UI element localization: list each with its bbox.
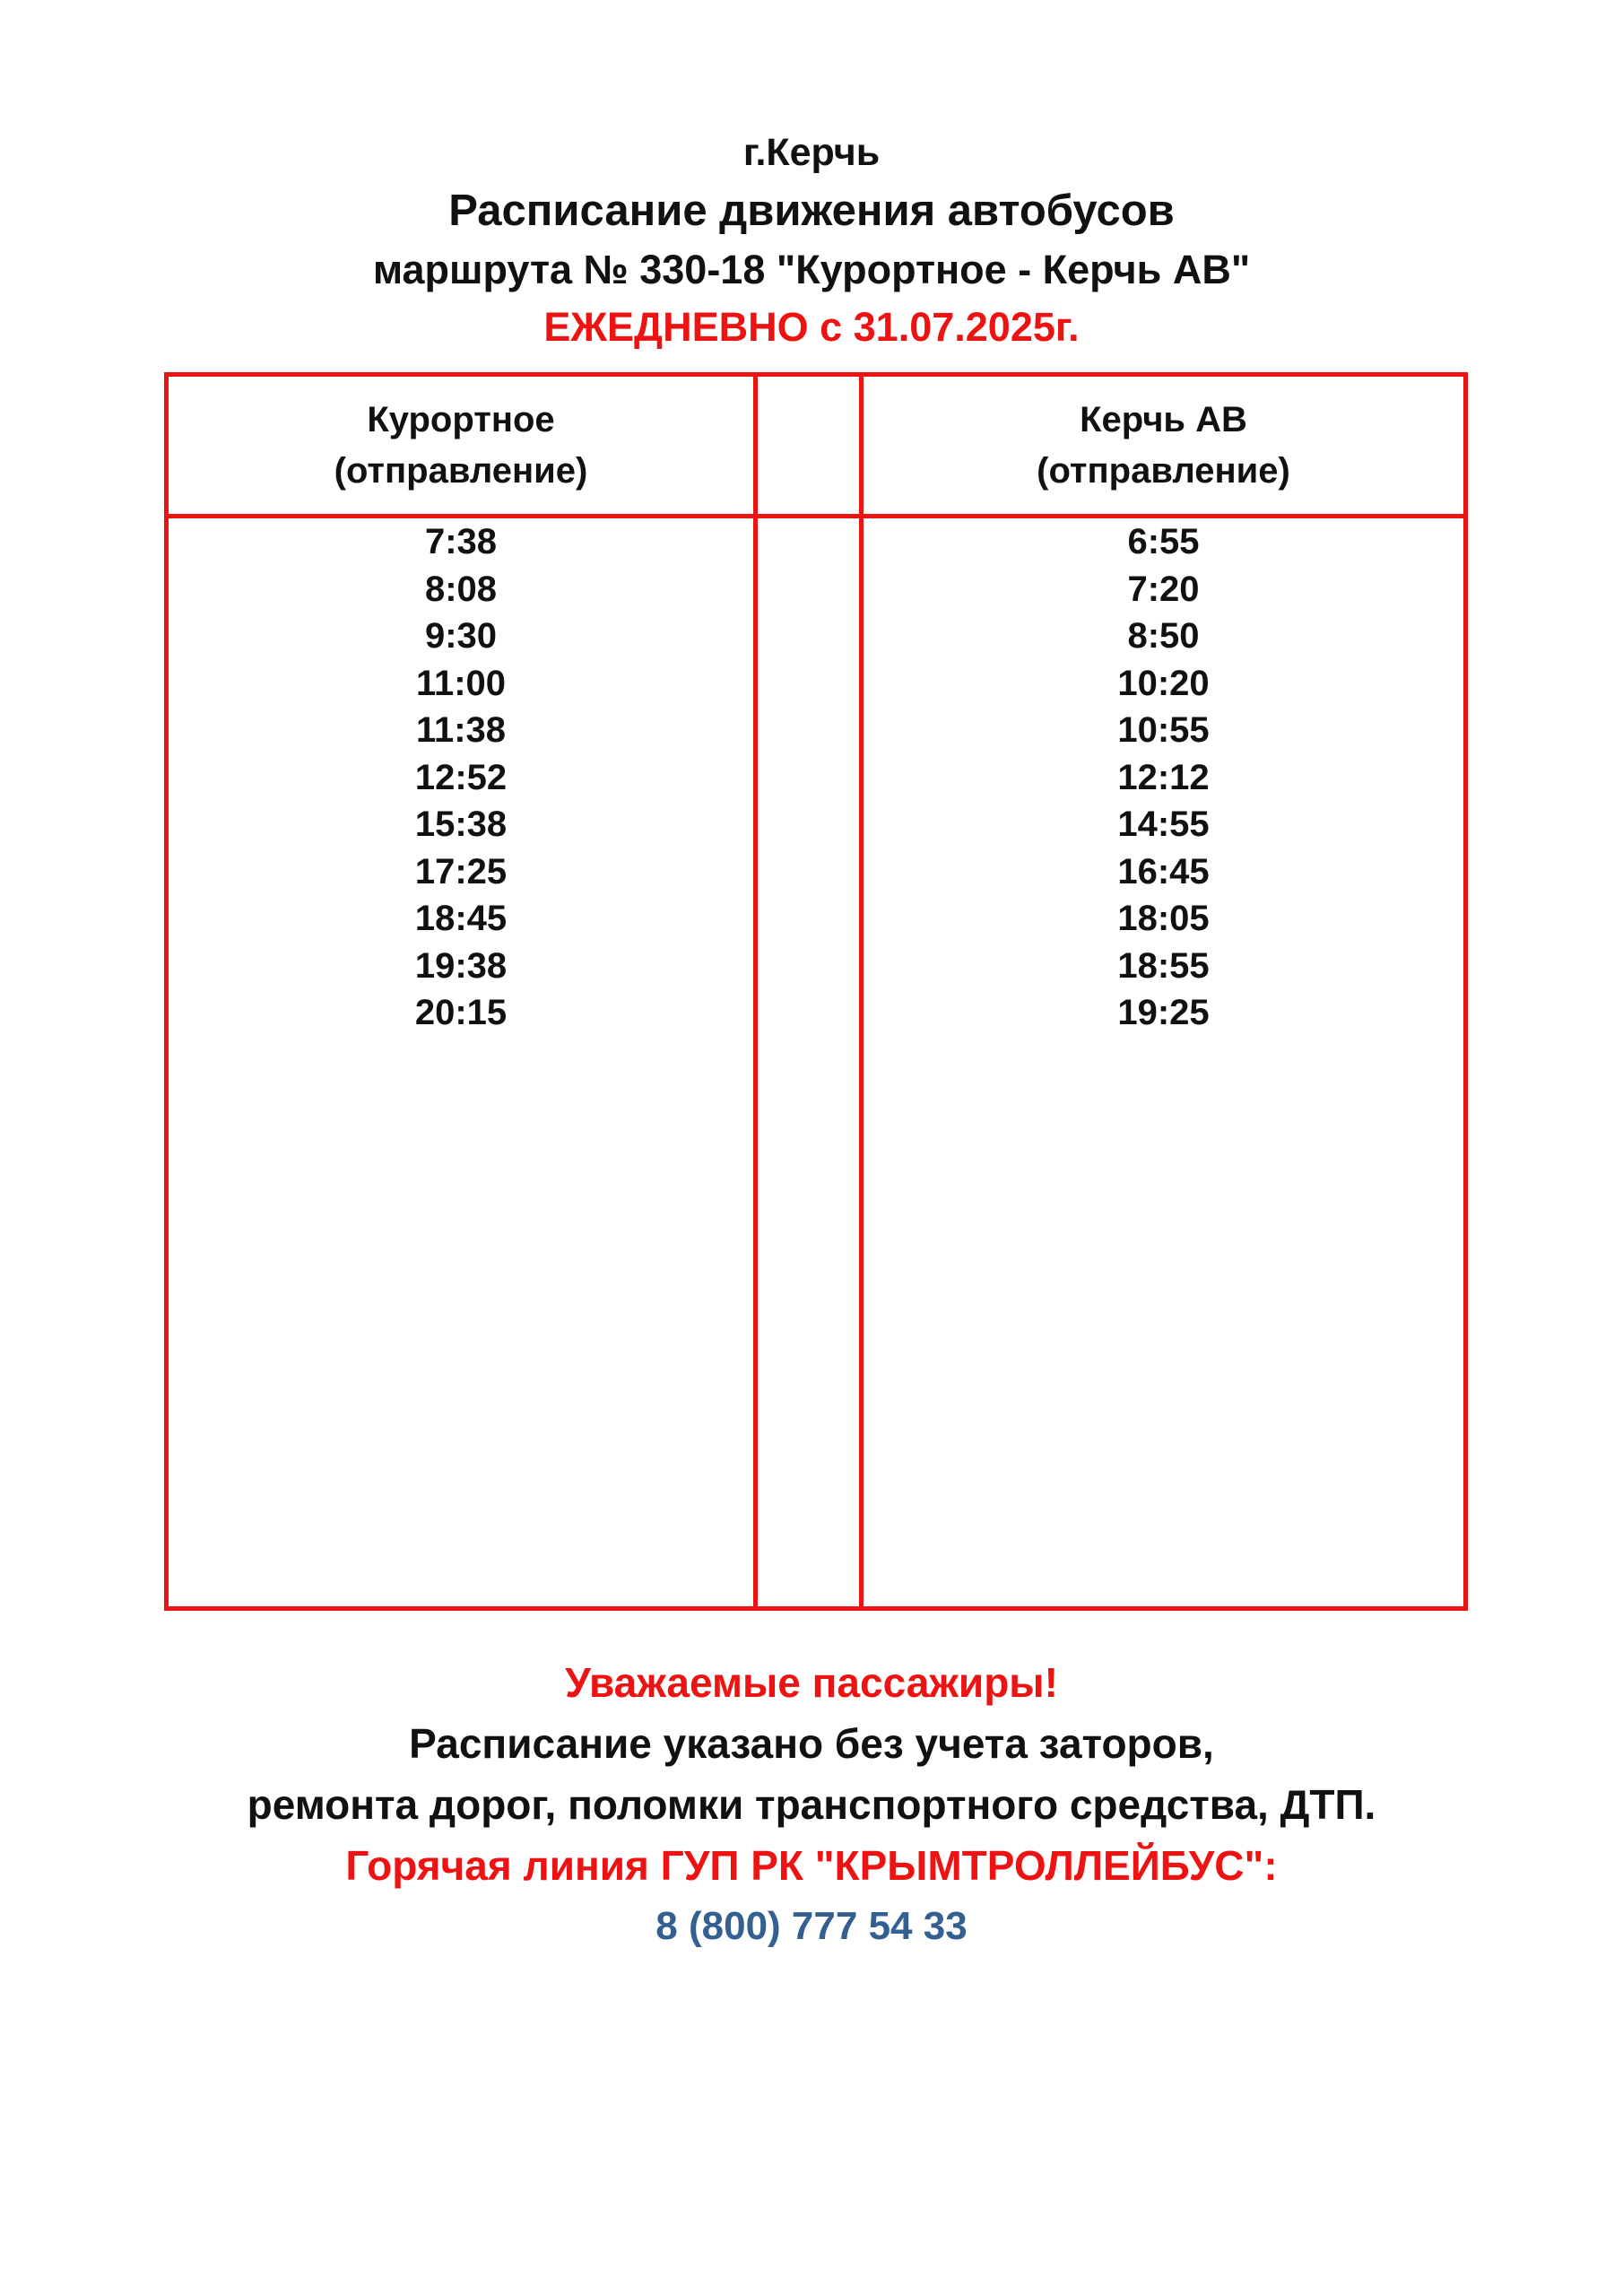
departure-time: 19:38 (414, 945, 508, 986)
column-header-kerch-av (862, 375, 1466, 517)
departure-time: 16:45 (1117, 851, 1210, 891)
departure-time: 10:55 (1117, 710, 1210, 750)
departure-time: 15:38 (414, 804, 508, 844)
spacer-column-header (756, 375, 862, 517)
column-subtitle: (отправление) (334, 450, 588, 491)
kurortnoe-times-cell (167, 517, 756, 1609)
table-body-row (167, 517, 1466, 1609)
route-line: маршрута № 330-18 "Курортное - Керчь АВ" (372, 247, 1251, 292)
kerch-av-times-cell (862, 517, 1466, 1609)
hotline-phone: 8 (800) 777 54 33 (655, 1904, 968, 1948)
disclaimer-line-2: ремонта дорог, поломки транспортного средства, ДТП. (247, 1781, 1376, 1828)
city-line: г.Керчь (742, 131, 881, 174)
hotline-label: Горячая линия ГУП РК "КРЫМТРОЛЛЕЙБУС": (345, 1842, 1278, 1889)
departure-time: 10:20 (1117, 663, 1210, 703)
departure-time: 17:25 (414, 851, 508, 891)
departure-time: 20:15 (414, 993, 508, 1032)
departure-time: 19:25 (1117, 993, 1210, 1032)
column-subtitle: (отправление) (1037, 450, 1290, 491)
departure-time: 8:08 (424, 569, 498, 609)
departure-time: 9:30 (424, 616, 498, 656)
column-header-kurortnoe (167, 375, 756, 517)
column-title: Керчь АВ (1080, 399, 1247, 439)
spacer-cell (756, 517, 862, 1609)
departure-time: 7:20 (1127, 569, 1200, 609)
departure-time: 12:52 (414, 757, 508, 797)
document-header (0, 124, 1623, 355)
passengers-greeting: Уважаемые пассажиры! (565, 1659, 1058, 1706)
document-footer (0, 1652, 1623, 1957)
departure-time: 12:12 (1117, 757, 1210, 797)
departure-time: 11:38 (415, 710, 507, 750)
departure-time: 8:50 (1127, 616, 1200, 656)
departure-time: 6:55 (1127, 522, 1200, 561)
table-header-row (167, 375, 1466, 517)
departure-time: 18:05 (1117, 899, 1210, 938)
validity-line: ЕЖЕДНЕВНО с 31.07.2025г. (543, 304, 1080, 350)
column-title: Курортное (367, 399, 555, 439)
schedule-table (164, 372, 1468, 1611)
document-title: Расписание движения автобусов (448, 187, 1175, 235)
disclaimer-line-1: Расписание указано без учета заторов, (409, 1720, 1214, 1767)
departure-time: 18:45 (414, 899, 508, 938)
departure-time: 11:00 (415, 663, 507, 703)
departure-time: 18:55 (1117, 945, 1210, 986)
departure-time: 7:38 (424, 522, 498, 561)
departure-time: 14:55 (1117, 804, 1210, 844)
